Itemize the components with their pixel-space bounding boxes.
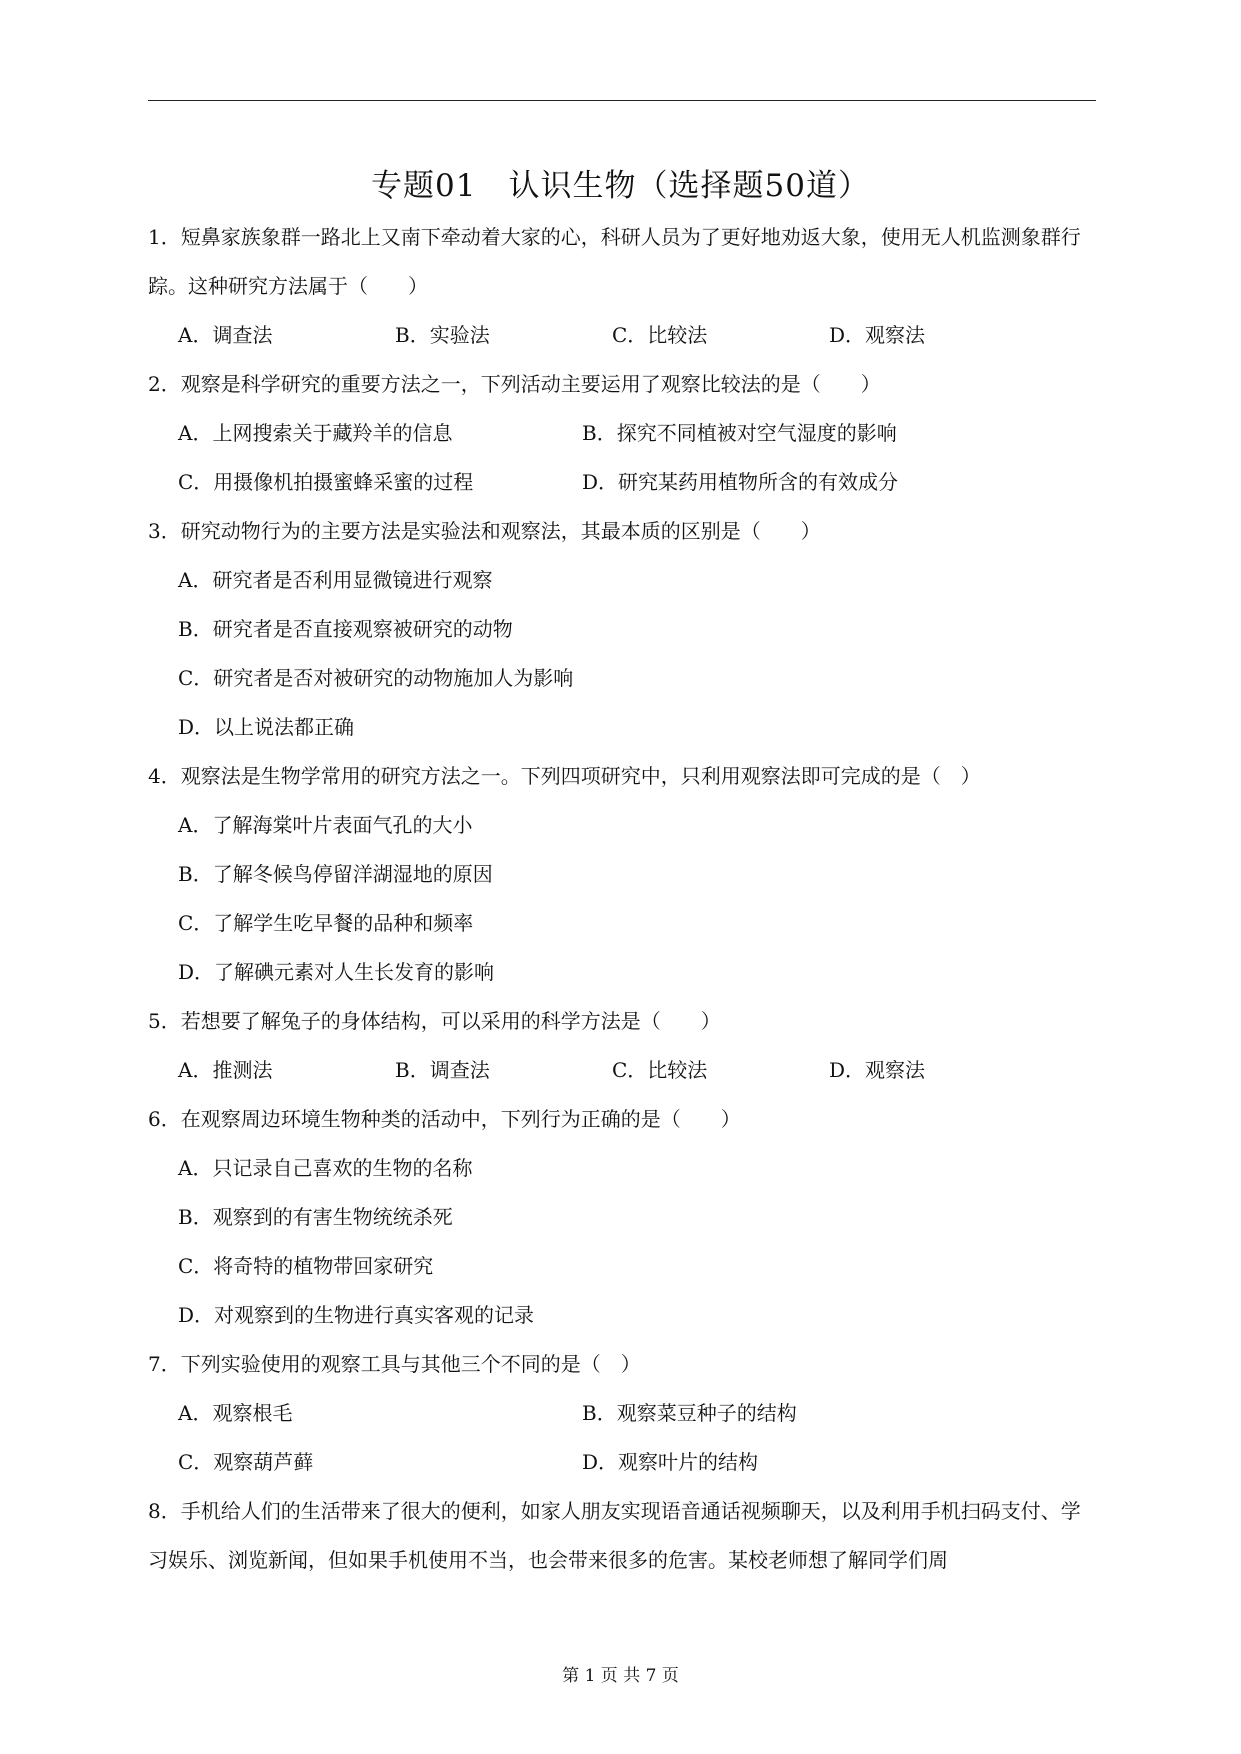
question-stem: 7．下列实验使用的观察工具与其他三个不同的是（ ） bbox=[148, 1352, 641, 1376]
question-6 bbox=[148, 1095, 1098, 1340]
option-d: D．对观察到的生物进行真实客观的记录 bbox=[178, 1303, 535, 1327]
option-b: B．观察菜豆种子的结构 bbox=[582, 1401, 797, 1425]
option-d: D．研究某药用植物所含的有效成分 bbox=[582, 470, 899, 494]
question-stem: 8．手机给人们的生活带来了很大的便利，如家人朋友实现语音通话视频聊天，以及利用手机扫码支付、学习娱乐、浏览新闻，但如果手机使用不当，也会带来很多的危害。某校老师想了解同学们周 bbox=[148, 1499, 1081, 1572]
option-b: B．调查法 bbox=[395, 1058, 490, 1082]
question-1 bbox=[148, 213, 1098, 360]
option-d: D．以上说法都正确 bbox=[178, 715, 355, 739]
option-b: B．研究者是否直接观察被研究的动物 bbox=[178, 617, 513, 641]
option-c: C．比较法 bbox=[612, 1058, 708, 1082]
question-stem: 1．短鼻家族象群一路北上又南下牵动着大家的心，科研人员为了更好地劝返大象，使用无人机监测象群行踪。这种研究方法属于（ ） bbox=[148, 225, 1081, 298]
option-a: A．推测法 bbox=[178, 1058, 273, 1082]
page-footer: 第 1 页 共 7 页 bbox=[562, 1666, 679, 1686]
option-c: C．将奇特的植物带回家研究 bbox=[178, 1254, 434, 1278]
option-row bbox=[148, 1389, 1098, 1438]
option-list bbox=[148, 801, 1098, 997]
page-title: 专题01 认识生物（选择题50道） bbox=[371, 168, 870, 204]
option-row bbox=[148, 458, 1098, 507]
option-b: B．实验法 bbox=[395, 323, 490, 347]
option-a: A．观察根毛 bbox=[178, 1401, 293, 1425]
option-list bbox=[148, 1144, 1098, 1340]
question-2 bbox=[148, 360, 1098, 507]
question-3 bbox=[148, 507, 1098, 752]
header-rule bbox=[148, 100, 1096, 101]
option-a: A．了解海棠叶片表面气孔的大小 bbox=[178, 813, 473, 837]
option-b: B．探究不同植被对空气湿度的影响 bbox=[582, 421, 897, 445]
option-c: C．观察葫芦藓 bbox=[178, 1450, 314, 1474]
option-a: A．研究者是否利用显微镜进行观察 bbox=[178, 568, 493, 592]
option-row bbox=[148, 409, 1098, 458]
option-c: C．研究者是否对被研究的动物施加人为影响 bbox=[178, 666, 574, 690]
question-4 bbox=[148, 752, 1098, 997]
option-d: D．了解碘元素对人生长发育的影响 bbox=[178, 960, 495, 984]
option-row bbox=[148, 1438, 1098, 1487]
option-c: C．比较法 bbox=[612, 323, 708, 347]
option-b: B．了解冬候鸟停留洋湖湿地的原因 bbox=[178, 862, 493, 886]
option-row bbox=[148, 311, 1098, 360]
option-d: D．观察叶片的结构 bbox=[582, 1450, 759, 1474]
question-stem: 6．在观察周边环境生物种类的活动中，下列行为正确的是（ ） bbox=[148, 1107, 741, 1131]
option-a: A．调查法 bbox=[178, 323, 273, 347]
question-8 bbox=[148, 1487, 1098, 1585]
option-row bbox=[148, 1046, 1098, 1095]
option-a: A．只记录自己喜欢的生物的名称 bbox=[178, 1156, 473, 1180]
option-c: C．用摄像机拍摄蜜蜂采蜜的过程 bbox=[178, 470, 474, 494]
option-d: D．观察法 bbox=[829, 323, 926, 347]
question-5 bbox=[148, 997, 1098, 1095]
question-7 bbox=[148, 1340, 1098, 1487]
option-d: D．观察法 bbox=[829, 1058, 926, 1082]
question-stem: 4．观察法是生物学常用的研究方法之一。下列四项研究中，只利用观察法即可完成的是（ ） bbox=[148, 764, 981, 788]
question-stem: 3．研究动物行为的主要方法是实验法和观察法，其最本质的区别是（ ） bbox=[148, 519, 821, 543]
option-list bbox=[148, 556, 1098, 752]
question-list bbox=[148, 213, 1098, 1585]
option-c: C．了解学生吃早餐的品种和频率 bbox=[178, 911, 474, 935]
option-a: A．上网搜索关于藏羚羊的信息 bbox=[178, 421, 453, 445]
option-b: B．观察到的有害生物统统杀死 bbox=[178, 1205, 453, 1229]
question-stem: 2．观察是科学研究的重要方法之一，下列活动主要运用了观察比较法的是（ ） bbox=[148, 372, 881, 396]
question-stem: 5．若想要了解兔子的身体结构，可以采用的科学方法是（ ） bbox=[148, 1009, 721, 1033]
